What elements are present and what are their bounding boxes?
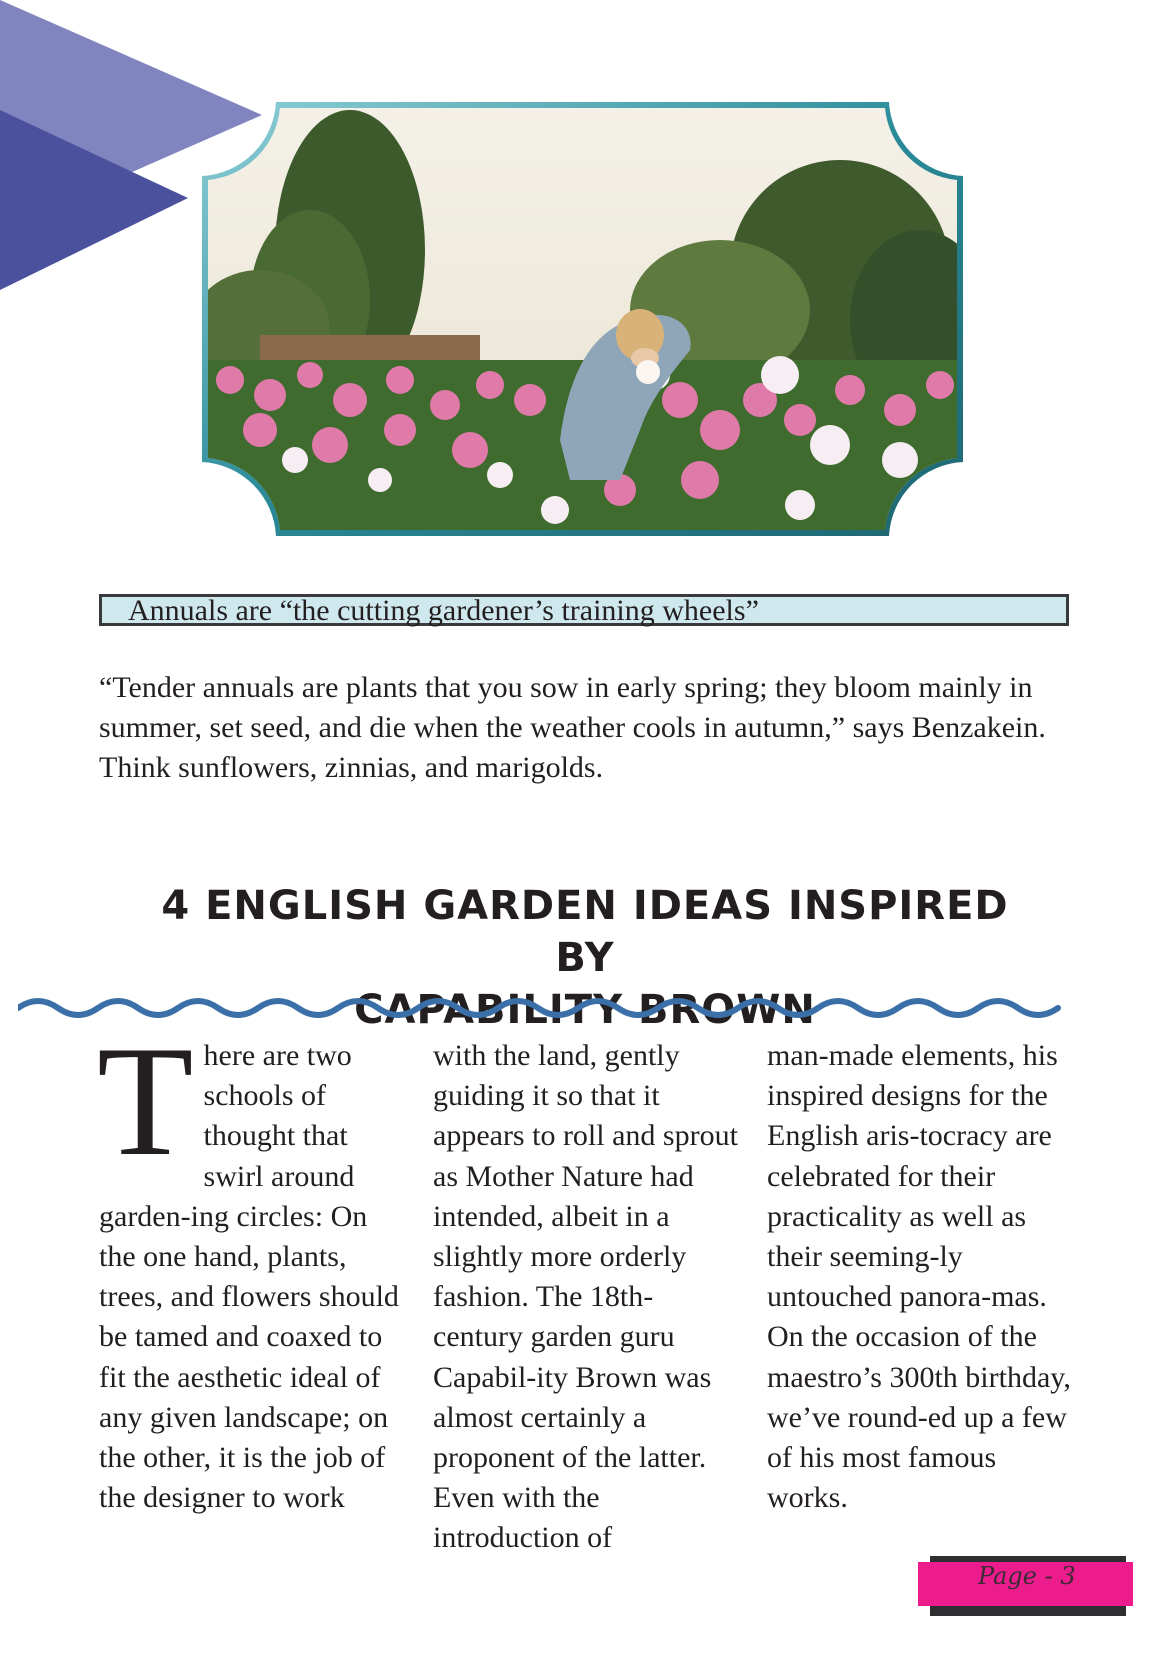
pull-quote-box bbox=[99, 594, 1069, 626]
article-column-1 bbox=[97, 1014, 409, 1518]
intro-paragraph: “Tender annuals are plants that you sow in early spring; they bloom mainly in summer, set seed, and die when the weather cools in autumn,” says Benzakein. Think sunflowers, zinnias, and marigolds. bbox=[99, 671, 1046, 784]
article-column-1-text: here are two schools of thought that swirl around garden-ing circles: On the one hand, plants, trees, and flowers should be tamed and coaxed to fit the aesthetic ideal of any given landscape; on the other, it is the job of the designer to work bbox=[99, 1039, 399, 1515]
drop-cap: T bbox=[97, 1014, 194, 1189]
badge-bar-bottom bbox=[930, 1606, 1126, 1616]
garden-photo bbox=[200, 100, 965, 538]
section-heading-line-2: CAPABILITY BROWN bbox=[354, 987, 816, 1033]
page-number-badge bbox=[918, 1556, 1133, 1616]
page-number: Page - 3 bbox=[978, 1562, 1076, 1590]
article-column-3: man-made elements, his inspired designs for the English aris-tocracy are celebrated for their practicality as well as their seeming-ly untouched panora-mas. On the occasion of the maestro’s 300th birthday, we’ve round-ed up a few of his most famous works. bbox=[767, 1039, 1071, 1515]
section-heading-line-1: 4 ENGLISH GARDEN IDEAS INSPIRED BY bbox=[161, 883, 1009, 981]
pull-quote-text: Annuals are “the cutting gardener’s training wheels” bbox=[128, 594, 759, 627]
article-column-2: with the land, gently guiding it so that it appears to roll and sprout as Mother Nature had intended, albeit in a slightly more orderly fashion. The 18th-century garden guru Capabil-ity Brown was almost certainly a proponent of the latter. Even with the introduction of bbox=[433, 1039, 738, 1555]
